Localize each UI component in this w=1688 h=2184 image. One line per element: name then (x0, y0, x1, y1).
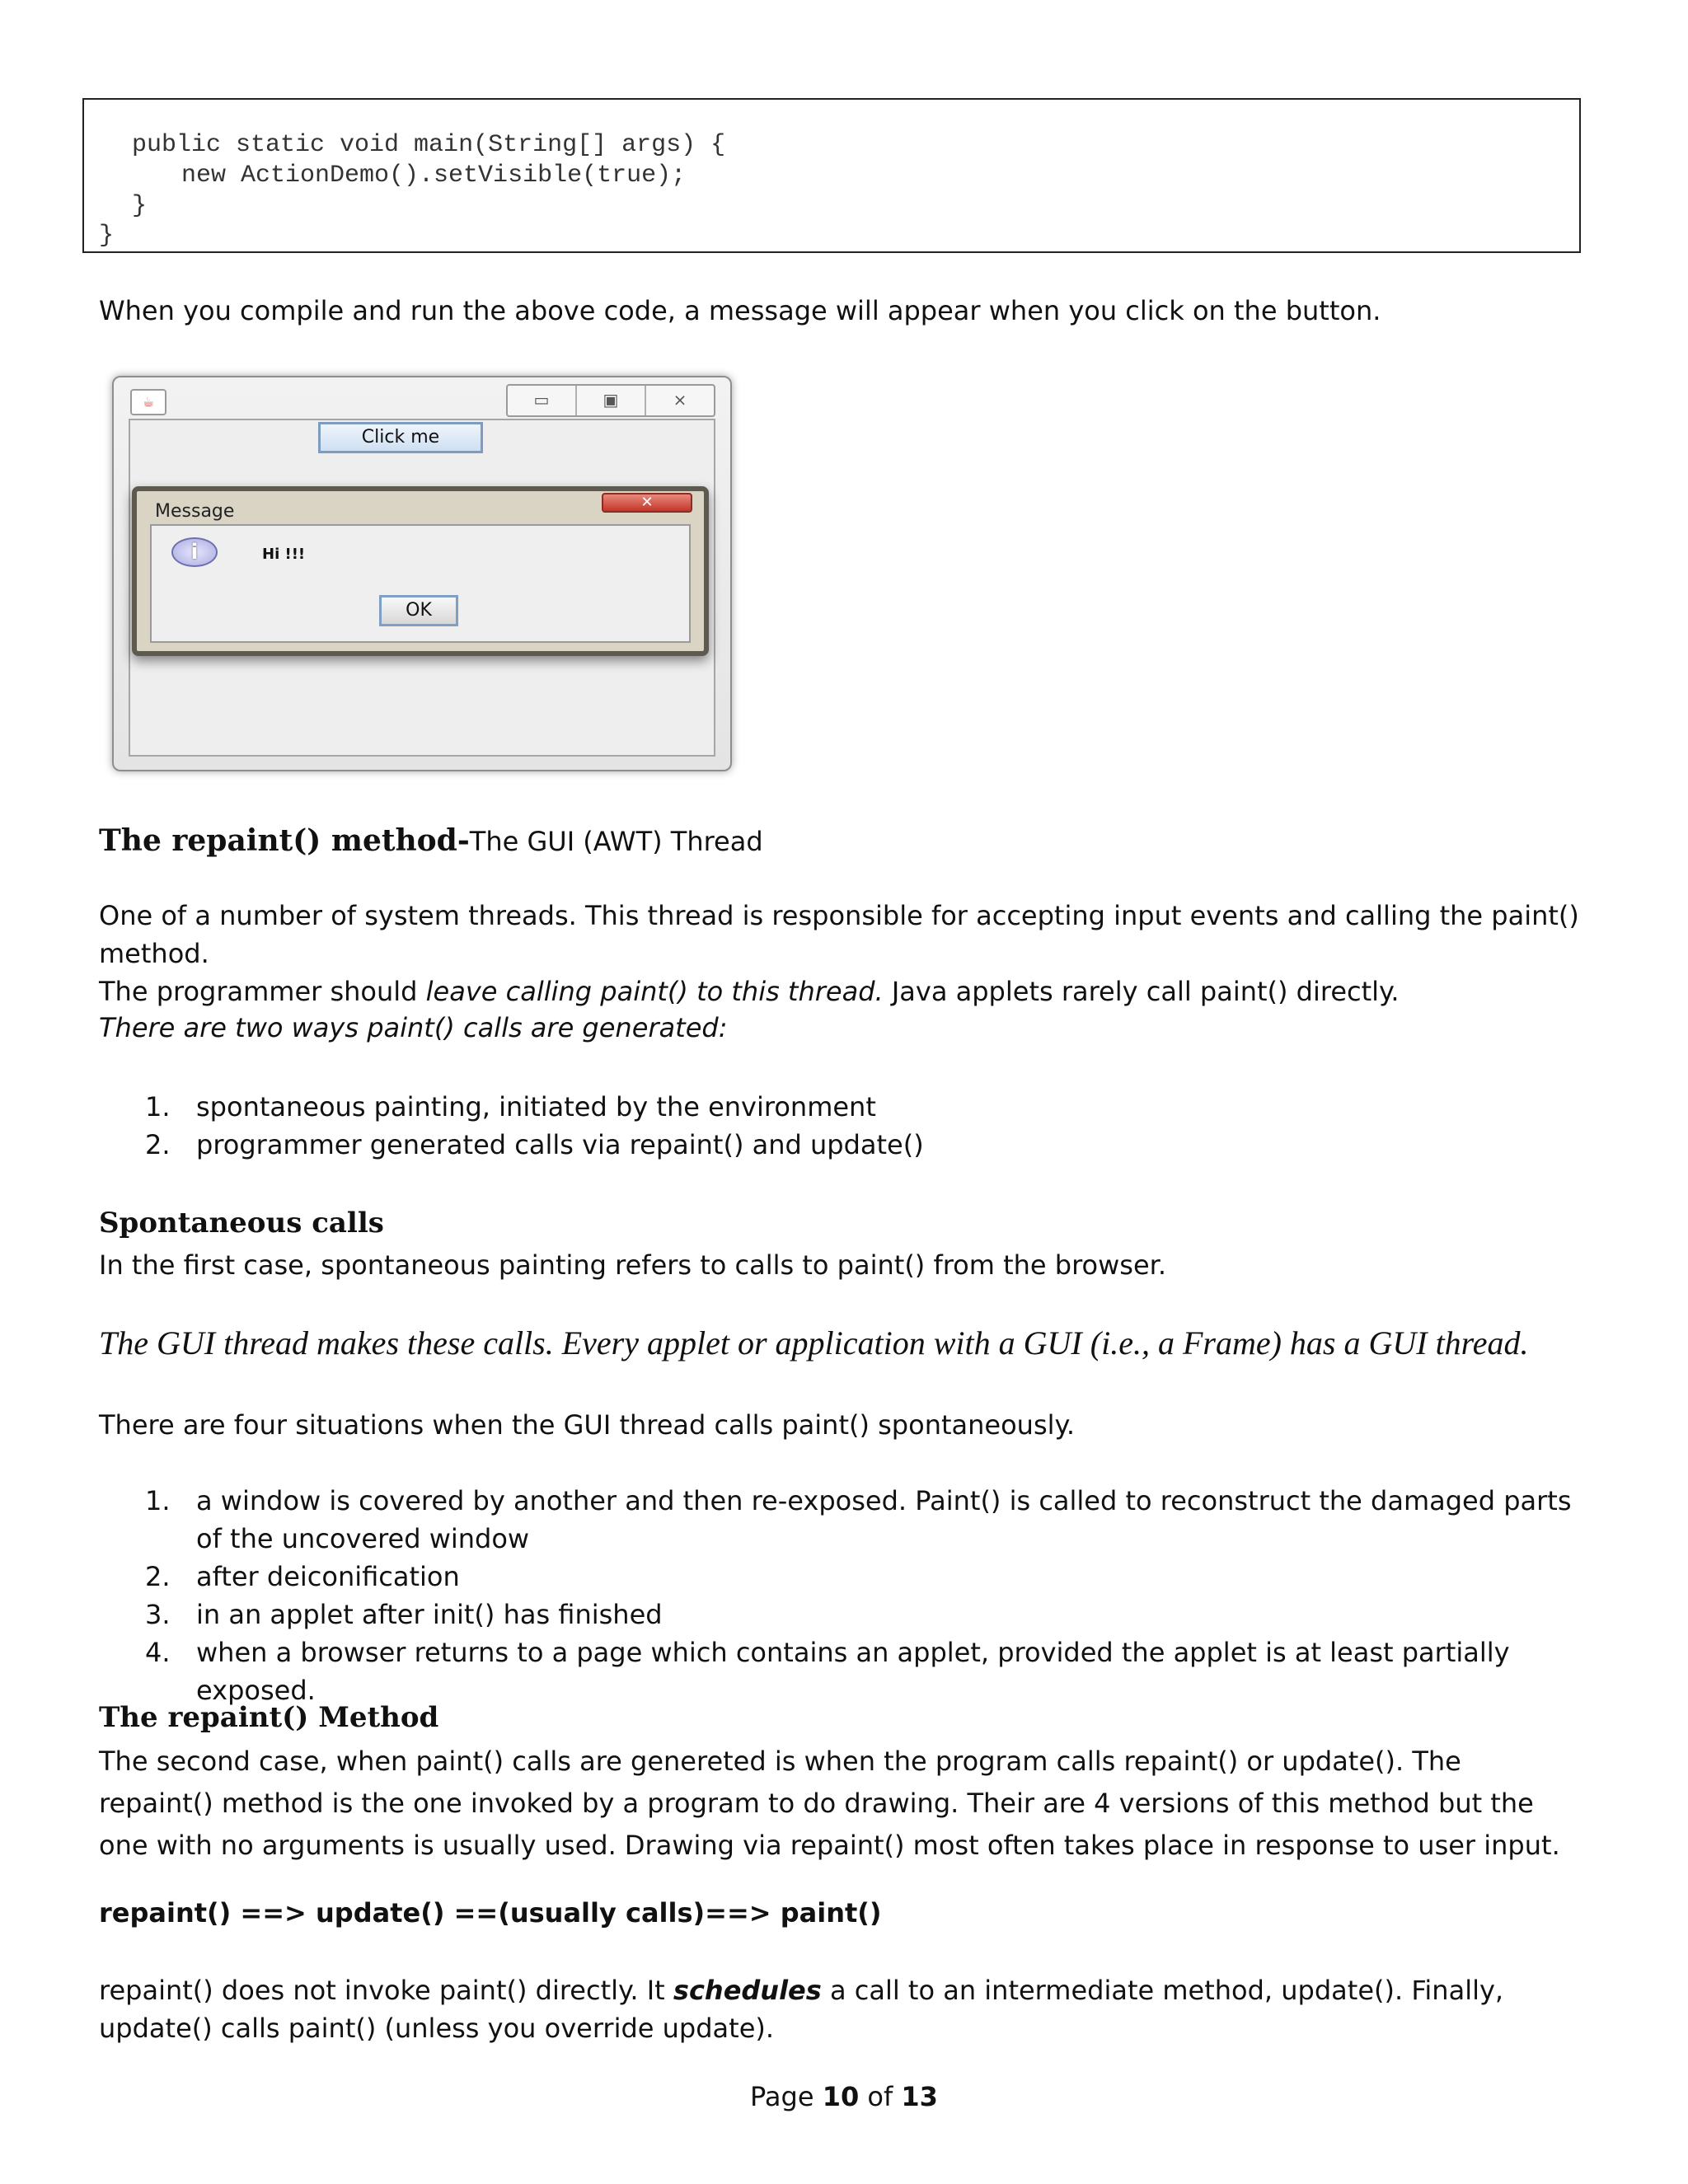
code-line: new ActionDemo().setVisible(true); (181, 162, 687, 190)
list-item (145, 1596, 1579, 1633)
info-icon: i (171, 537, 218, 567)
code-line: } (99, 222, 115, 250)
maximize-icon: ▣ (575, 386, 645, 415)
ways-list (145, 1088, 1579, 1164)
message-dialog (132, 486, 709, 656)
dialog-close-icon: ✕ (602, 493, 692, 513)
flow-line: repaint() ==> update() ==(usually calls)==> paint() (99, 1897, 882, 1929)
list-text: a window is covered by another and then re-exposed. Paint() is called to reconstruct the damaged parts of the uncovered window (196, 1485, 1572, 1554)
intro-paragraph: When you compile and run the above code, a message will appear when you click on the button. (99, 295, 1381, 326)
situations-list (145, 1482, 1579, 1709)
dialog-message: Hi !!! (262, 546, 306, 563)
serif-italic-line: The GUI thread makes these calls. Every applet or application with a GUI (i.e., a Frame) has a GUI thread. (99, 1324, 1529, 1361)
list-text: in an applet after init() has finished (196, 1599, 663, 1630)
bold-italic-run: schedules (673, 1975, 822, 2006)
paragraph-line (99, 972, 1582, 1010)
java-app-icon: ☕ (130, 389, 166, 415)
list-text: spontaneous painting, initiated by the environment (196, 1091, 876, 1122)
click-me-button: Click me (318, 422, 483, 453)
code-line: } (132, 192, 148, 220)
text-run: a call to an intermediate method, update(). Finally, update() calls paint() (unless you override update). (99, 1975, 1504, 2044)
dialog-body (150, 524, 691, 643)
paragraph (99, 897, 1582, 1010)
text-run: The programmer should (99, 976, 426, 1007)
list-item (145, 1482, 1579, 1558)
footer-text: Page (750, 2081, 814, 2112)
list-text: when a browser returns to a page which contains an applet, provided the applet is at least partially exposed. (196, 1637, 1510, 1706)
window-controls (506, 384, 715, 417)
close-icon: ⨯ (645, 386, 714, 415)
heading-main: The repaint() method- (99, 823, 470, 858)
list-number: 1. (145, 1091, 171, 1122)
list-number: 1. (145, 1485, 171, 1516)
italic-run: leave calling paint() to this thread. (425, 976, 884, 1007)
list-number: 2. (145, 1561, 171, 1592)
footer-text: of (867, 2081, 893, 2112)
page-footer (0, 2081, 1688, 2112)
minimize-icon: ▭ (533, 390, 550, 410)
paragraph: In the first case, spontaneous painting refers to calls to paint() from the browser. (99, 1249, 1167, 1281)
paragraph: The second case, when paint() calls are genereted is when the program calls repaint() or update(). The repaint() method is the one invoked by a program to do drawing. Their are 4 versions of this method but the one with no arguments is usually used. Drawing via repaint() most often takes place in response to user input. (99, 1746, 1560, 1861)
list-number: 2. (145, 1129, 171, 1160)
dialog-title: Message (155, 501, 235, 522)
list-item (145, 1558, 1579, 1596)
list-text: after deiconification (196, 1561, 460, 1592)
ok-button: OK (379, 595, 458, 626)
list-text: programmer generated calls via repaint() and update() (196, 1129, 924, 1160)
list-item (145, 1088, 1579, 1126)
page-number: 10 (822, 2081, 860, 2112)
paragraph: There are four situations when the GUI thread calls paint() spontaneously. (99, 1409, 1076, 1441)
code-block (82, 98, 1581, 253)
list-number: 4. (145, 1637, 171, 1668)
text-run: Java applets rarely call paint() directly. (883, 976, 1400, 1007)
list-number: 3. (145, 1599, 171, 1630)
section-heading: The repaint() Method (99, 1701, 439, 1734)
text-run: repaint() does not invoke paint() directly. It (99, 1975, 673, 2006)
paragraph-line: One of a number of system threads. This thread is responsible for accepting input events and calling the paint() method. (99, 900, 1579, 969)
list-item (145, 1126, 1579, 1164)
section-heading (99, 821, 763, 861)
page-total: 13 (901, 2081, 938, 2112)
code-line: public static void main(String[] args) { (132, 131, 726, 159)
two-ways-line: There are two ways paint() calls are generated: (99, 1012, 728, 1043)
paragraph (99, 1971, 1582, 2047)
section-heading: Spontaneous calls (99, 1207, 384, 1240)
heading-suffix: The GUI (AWT) Thread (469, 826, 763, 857)
list-item (145, 1633, 1579, 1709)
